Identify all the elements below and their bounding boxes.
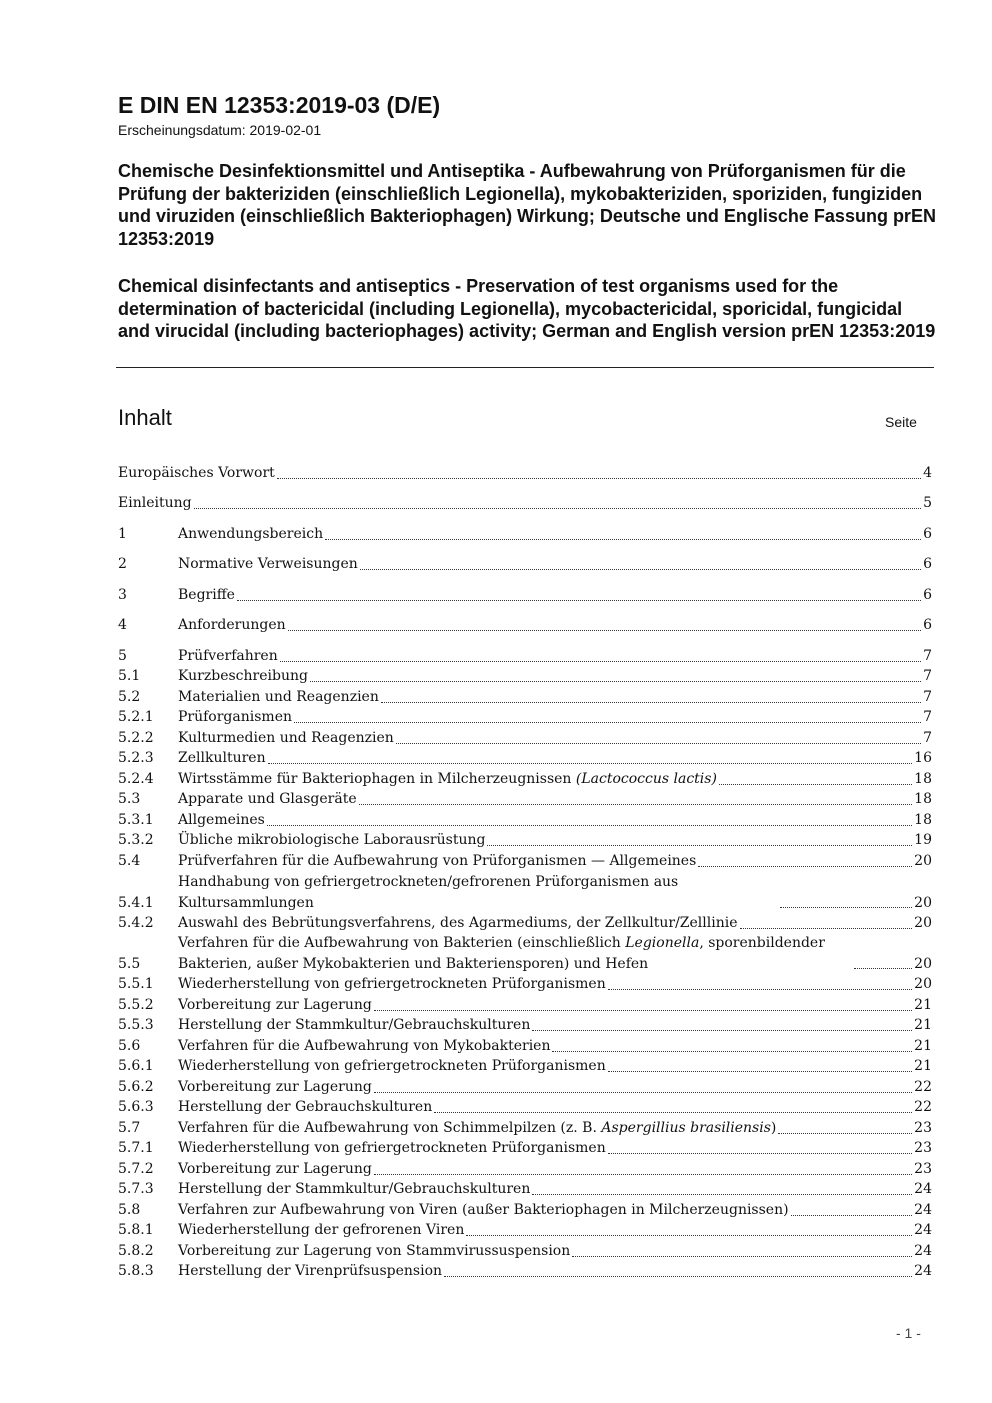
toc-entry-number: 5.4 bbox=[118, 853, 141, 869]
toc-entry-page: 6 bbox=[923, 526, 932, 542]
toc-entry[interactable] bbox=[118, 707, 932, 728]
toc-entry-number: 5.6.2 bbox=[118, 1079, 154, 1095]
toc-dot-leader bbox=[374, 1173, 912, 1175]
toc-entry-page: 7 bbox=[923, 689, 932, 705]
toc-entry-title-text: Verfahren für die Aufbewahrung von Mykobakterien bbox=[178, 1038, 551, 1054]
toc-entry-number: 5.7.1 bbox=[118, 1140, 154, 1156]
toc-entry-title-text: Europäisches Vorwort bbox=[118, 465, 275, 481]
toc-entry-number: 5.5.3 bbox=[118, 1017, 154, 1033]
toc-entry-page: 21 bbox=[914, 997, 932, 1013]
toc-entry-title-text: ) bbox=[770, 1120, 777, 1136]
toc-entry-title-text: Verfahren für die Aufbewahrung von Bakterien (einschließlich bbox=[178, 935, 626, 951]
toc-dot-leader bbox=[532, 1029, 912, 1031]
toc-entry-title-text: Materialien und Reagenzien bbox=[178, 689, 379, 705]
toc-entry-title-text: Handhabung von gefriergetrockneten/gefrorenen Prüforganismen aus Kultursammlungen bbox=[178, 874, 679, 911]
toc-entry-title-text: Zellkulturen bbox=[178, 750, 266, 766]
toc-entry[interactable] bbox=[118, 1077, 932, 1098]
toc-entry-page: 23 bbox=[914, 1120, 932, 1136]
toc-entry-title bbox=[178, 666, 308, 687]
toc-entry-number: 3 bbox=[118, 587, 127, 603]
toc-entry-number: 5.2.1 bbox=[118, 709, 154, 725]
toc-dot-leader bbox=[277, 477, 921, 479]
toc-dot-leader bbox=[294, 721, 921, 723]
toc-entry-title bbox=[178, 933, 852, 974]
toc-entry-number: 5.2.2 bbox=[118, 730, 154, 746]
toc-dot-leader bbox=[325, 538, 921, 540]
toc-entry[interactable] bbox=[118, 1241, 932, 1262]
toc-entry-page: 20 bbox=[914, 894, 932, 911]
toc-entry-title-text: Vorbereitung zur Lagerung bbox=[178, 1079, 372, 1095]
toc-entry-number: 5.1 bbox=[118, 668, 141, 684]
toc-dot-leader bbox=[396, 742, 921, 744]
toc-entry-number: 5.8.1 bbox=[118, 1222, 154, 1238]
toc-entry-title bbox=[178, 1179, 530, 1200]
toc-entry-title bbox=[178, 687, 379, 708]
toc-entry-title-text: Begriffe bbox=[178, 587, 235, 603]
toc-entry-title bbox=[178, 554, 358, 575]
toc-entry-title bbox=[178, 1261, 442, 1282]
toc-entry-title-text: Verfahren für die Aufbewahrung von Schimmelpilzen (z. B. bbox=[178, 1120, 602, 1136]
toc-dot-leader bbox=[381, 701, 921, 703]
toc-entry-title-italic: Aspergillius brasiliensis bbox=[601, 1120, 771, 1136]
toc-entry-title bbox=[178, 1220, 464, 1241]
toc-entry-page: 24 bbox=[914, 1181, 932, 1197]
toc-entry[interactable] bbox=[118, 933, 932, 974]
title-english: Chemical disinfectants and antiseptics - Preservation of test organisms used for the determination of bactericidal (including Legionella), mycobactericidal, sporicidal, fungicidal and virucidal (including bacteriophages) activity; German and English version prEN 12353:2019 bbox=[118, 276, 936, 342]
toc-entry-title-text: Wiederherstellung von gefriergetrockneten Prüforganismen bbox=[178, 1058, 606, 1074]
toc-entry-title-text: Kurzbeschreibung bbox=[178, 668, 308, 684]
toc-entry[interactable] bbox=[118, 1015, 932, 1036]
toc-entry-title bbox=[178, 1118, 776, 1139]
title-divider bbox=[116, 367, 934, 368]
toc-entry-number: 5.7.2 bbox=[118, 1161, 154, 1177]
toc-entry-number: 5.5 bbox=[118, 955, 141, 972]
toc-entry[interactable] bbox=[118, 554, 932, 575]
toc-entry-title bbox=[178, 830, 485, 851]
toc-dot-leader bbox=[237, 599, 921, 601]
toc-entry-number: 5.7.3 bbox=[118, 1181, 154, 1197]
toc-entry-title-text: Vorbereitung zur Lagerung bbox=[178, 997, 372, 1013]
toc-entry-title bbox=[178, 810, 265, 831]
toc-entry[interactable] bbox=[118, 728, 932, 749]
toc-entry-title-italic: Legionella bbox=[625, 935, 700, 951]
document-id: E DIN EN 12353:2019-03 (D/E) bbox=[118, 92, 441, 118]
toc-entry-page: 20 bbox=[914, 853, 932, 869]
toc-entry[interactable] bbox=[118, 585, 932, 606]
toc-dot-leader bbox=[359, 803, 913, 805]
toc-dot-leader bbox=[374, 1009, 912, 1011]
title-german: Chemische Desinfektionsmittel und Antiseptika - Aufbewahrung von Prüforganismen für die Prüfung der bakteriziden (einschließlich Legionella), mykobakteriziden, sporiziden, fungiziden und viruziden (einschließlich Bakteriophagen) Wirkung; Deutsche und Englische Fassung prEN 12353:2019 bbox=[118, 161, 936, 250]
toc-entry[interactable] bbox=[118, 615, 932, 636]
toc-entry-page: 7 bbox=[923, 709, 932, 725]
page-number: - 1 - bbox=[896, 1325, 921, 1341]
toc-entry[interactable] bbox=[118, 748, 932, 769]
toc-dot-leader bbox=[360, 568, 921, 570]
toc-entry-number: 5.5.1 bbox=[118, 976, 154, 992]
toc-dot-leader bbox=[487, 844, 912, 846]
toc-entry-title bbox=[178, 524, 323, 545]
toc-entry-title-text: Herstellung der Stammkultur/Gebrauchskulturen bbox=[178, 1181, 531, 1197]
toc-entry-page: 22 bbox=[914, 1079, 932, 1095]
toc-entry-title-text: Wiederherstellung der gefrorenen Viren bbox=[178, 1222, 465, 1238]
toc-entry-number: 2 bbox=[118, 556, 127, 572]
toc-entry-title bbox=[178, 646, 278, 667]
toc-entry-title bbox=[178, 1015, 530, 1036]
toc-entry-title bbox=[178, 707, 292, 728]
toc-entry[interactable] bbox=[118, 1200, 932, 1221]
toc-entry-number: 5.2.4 bbox=[118, 771, 154, 787]
toc-entry[interactable] bbox=[118, 789, 932, 810]
toc-entry[interactable] bbox=[118, 687, 932, 708]
toc-entry[interactable] bbox=[118, 995, 932, 1016]
toc-entry-title-text: Wiederherstellung von gefriergetrockneten Prüforganismen bbox=[178, 1140, 606, 1156]
toc-dot-leader bbox=[434, 1111, 912, 1113]
toc-dot-leader bbox=[608, 1070, 912, 1072]
toc-entry-number: 5.2 bbox=[118, 689, 141, 705]
toc-entry[interactable] bbox=[118, 524, 932, 545]
toc-entry-page: 24 bbox=[914, 1263, 932, 1279]
toc-entry-title-italic: (Lactococcus lactis) bbox=[571, 771, 717, 787]
toc-entry-page: 7 bbox=[923, 668, 932, 684]
toc-entry-page: 21 bbox=[914, 1017, 932, 1033]
toc-dot-leader bbox=[268, 762, 913, 764]
toc-entry-number: 5.6.1 bbox=[118, 1058, 154, 1074]
toc-entry-title bbox=[178, 1138, 606, 1159]
toc-entry[interactable] bbox=[118, 1036, 932, 1057]
toc-entry-page: 24 bbox=[914, 1202, 932, 1218]
toc-entry-title bbox=[178, 728, 394, 749]
toc-entry-page: 21 bbox=[914, 1058, 932, 1074]
toc-dot-leader bbox=[280, 660, 921, 662]
toc-entry-page: 20 bbox=[914, 976, 932, 992]
toc-entry[interactable] bbox=[118, 1097, 932, 1118]
toc-entry[interactable] bbox=[118, 872, 932, 913]
toc-entry-number: 5.8 bbox=[118, 1202, 141, 1218]
toc-entry-page: 21 bbox=[914, 1038, 932, 1054]
toc-entry-title bbox=[178, 1077, 372, 1098]
toc-entry-page: 6 bbox=[923, 617, 932, 633]
toc-entry-number: 5.6.3 bbox=[118, 1099, 154, 1115]
toc-entry-title bbox=[118, 463, 275, 484]
toc-entry-title-text: Prüfverfahren für die Aufbewahrung von Prüforganismen — Allgemeines bbox=[178, 853, 697, 869]
toc-dot-leader bbox=[780, 906, 912, 908]
toc-entry-title bbox=[118, 493, 192, 514]
toc-entry-page: 4 bbox=[923, 465, 932, 481]
toc-entry-page: 7 bbox=[923, 648, 932, 664]
toc-dot-leader bbox=[719, 783, 912, 785]
toc-entry-page: 24 bbox=[914, 1222, 932, 1238]
toc-entry[interactable] bbox=[118, 1179, 932, 1200]
publication-date: Erscheinungsdatum: 2019-02-01 bbox=[118, 122, 322, 138]
toc-entry-title bbox=[178, 1036, 550, 1057]
toc-page-label: Seite bbox=[885, 414, 917, 430]
toc-entry[interactable] bbox=[118, 769, 932, 790]
toc-dot-leader bbox=[778, 1132, 912, 1134]
toc-dot-leader bbox=[288, 629, 921, 631]
toc-entry[interactable] bbox=[118, 1220, 932, 1241]
toc-dot-leader bbox=[532, 1193, 912, 1195]
toc-entry-title bbox=[178, 995, 372, 1016]
toc-entry-title bbox=[178, 851, 696, 872]
toc-entry[interactable] bbox=[118, 1159, 932, 1180]
toc-entry-title bbox=[178, 1056, 606, 1077]
toc-entry-title-text: Einleitung bbox=[118, 495, 192, 511]
toc-entry-title-text: Herstellung der Stammkultur/Gebrauchskulturen bbox=[178, 1017, 531, 1033]
toc-entry-number: 5 bbox=[118, 648, 127, 664]
toc-entry-page: 5 bbox=[923, 495, 932, 511]
toc-entry-title bbox=[178, 585, 235, 606]
toc-entry-number: 5.8.2 bbox=[118, 1243, 154, 1259]
toc-entry[interactable] bbox=[118, 810, 932, 831]
toc-entry-title-text: Anwendungsbereich bbox=[178, 526, 324, 542]
toc-entry[interactable] bbox=[118, 1118, 932, 1139]
toc-entry-number: 5.4.1 bbox=[118, 894, 154, 911]
toc-dot-leader bbox=[791, 1214, 913, 1216]
toc-entry-page: 7 bbox=[923, 730, 932, 746]
toc-entry-page: 18 bbox=[914, 791, 932, 807]
toc-entry-number: 5.8.3 bbox=[118, 1263, 154, 1279]
toc-entry-title bbox=[178, 974, 606, 995]
toc-entry[interactable] bbox=[118, 646, 932, 667]
toc-entry[interactable] bbox=[118, 666, 932, 687]
toc-entry[interactable] bbox=[118, 913, 932, 934]
toc-entry-title-text: Herstellung der Gebrauchskulturen bbox=[178, 1099, 433, 1115]
toc-dot-leader bbox=[740, 927, 913, 929]
toc-entry-title-text: Kulturmedien und Reagenzien bbox=[178, 730, 394, 746]
toc-entry[interactable] bbox=[118, 1138, 932, 1159]
toc-dot-leader bbox=[466, 1234, 912, 1236]
toc-entry-page: 23 bbox=[914, 1161, 932, 1177]
toc-dot-leader bbox=[572, 1255, 912, 1257]
toc-dot-leader bbox=[374, 1091, 912, 1093]
toc-entry-title bbox=[178, 872, 778, 913]
toc-entry-page: 22 bbox=[914, 1099, 932, 1115]
toc-entry-page: 20 bbox=[914, 955, 932, 972]
toc-entry-number: 5.3.2 bbox=[118, 832, 154, 848]
toc-entry-title bbox=[178, 615, 286, 636]
toc-entry-page: 19 bbox=[914, 832, 932, 848]
toc-entry[interactable] bbox=[118, 830, 932, 851]
toc-entry-title bbox=[178, 1097, 432, 1118]
toc-entry-title-text: Verfahren zur Aufbewahrung von Viren (außer Bakteriophagen in Milcherzeugnissen) bbox=[178, 1202, 789, 1218]
toc-entry-title-text: Prüfverfahren bbox=[178, 648, 278, 664]
toc-entry-number: 5.7 bbox=[118, 1120, 141, 1136]
toc-entry[interactable] bbox=[118, 493, 932, 514]
toc-entry-title-text: Normative Verweisungen bbox=[178, 556, 358, 572]
toc-entry-title bbox=[178, 789, 357, 810]
toc-entry-title-text: Apparate und Glasgeräte bbox=[178, 791, 357, 807]
toc-entry-title-text: Allgemeines bbox=[178, 812, 265, 828]
toc-entry-number: 5.2.3 bbox=[118, 750, 154, 766]
toc-entry-number: 4 bbox=[118, 617, 127, 633]
toc-entry-number: 5.4.2 bbox=[118, 915, 154, 931]
toc-entry[interactable] bbox=[118, 463, 932, 484]
toc-entry-page: 20 bbox=[914, 915, 932, 931]
toc-entry-title-text: Wiederherstellung von gefriergetrockneten Prüforganismen bbox=[178, 976, 606, 992]
toc-dot-leader bbox=[444, 1275, 912, 1277]
toc-dot-leader bbox=[608, 988, 912, 990]
toc-entry-number: 1 bbox=[118, 526, 127, 542]
toc-entry-page: 18 bbox=[914, 771, 932, 787]
toc-entry[interactable] bbox=[118, 974, 932, 995]
toc-entry-page: 24 bbox=[914, 1243, 932, 1259]
toc-entry-page: 18 bbox=[914, 812, 932, 828]
toc-entry-title-text: , sporenbildender Bakterien, außer Mykobakterien und Bakteriensporen) und Hefen bbox=[178, 935, 825, 972]
toc-entry[interactable] bbox=[118, 1056, 932, 1077]
toc-entry-page: 6 bbox=[923, 587, 932, 603]
toc-entry-page: 16 bbox=[914, 750, 932, 766]
toc-entry-title bbox=[178, 1159, 372, 1180]
toc-entry[interactable] bbox=[118, 851, 932, 872]
toc-entry-title-text: Vorbereitung zur Lagerung von Stammvirussuspension bbox=[178, 1243, 571, 1259]
toc-heading: Inhalt bbox=[118, 405, 172, 430]
toc-entry-title bbox=[178, 913, 738, 934]
toc-entry-title-text: Wirtsstämme für Bakteriophagen in Milcherzeugnissen bbox=[178, 771, 572, 787]
toc-dot-leader bbox=[194, 507, 922, 509]
toc-entry-title bbox=[178, 769, 717, 790]
toc-dot-leader bbox=[552, 1050, 912, 1052]
toc-entry-title bbox=[178, 1241, 570, 1262]
toc-entry-title-text: Auswahl des Bebrütungsverfahrens, des Agarmediums, der Zellkultur/Zelllinie bbox=[178, 915, 738, 931]
toc-dot-leader bbox=[698, 865, 912, 867]
toc-entry-page: 23 bbox=[914, 1140, 932, 1156]
toc-entry-number: 5.3.1 bbox=[118, 812, 154, 828]
toc-entry-title bbox=[178, 748, 266, 769]
toc-entry-number: 5.3 bbox=[118, 791, 141, 807]
toc-entry-page: 6 bbox=[923, 556, 932, 572]
toc-entry-title-text: Prüforganismen bbox=[178, 709, 292, 725]
toc-entry-title-text: Herstellung der Virenprüfsuspension bbox=[178, 1263, 443, 1279]
toc-entry-number: 5.5.2 bbox=[118, 997, 154, 1013]
toc-entry-title-text: Vorbereitung zur Lagerung bbox=[178, 1161, 372, 1177]
toc-dot-leader bbox=[854, 967, 912, 969]
toc-entry-title bbox=[178, 1200, 789, 1221]
toc-entry-title-text: Anforderungen bbox=[178, 617, 286, 633]
toc-dot-leader bbox=[608, 1152, 912, 1154]
toc-dot-leader bbox=[310, 680, 921, 682]
toc-entry[interactable] bbox=[118, 1261, 932, 1282]
toc-dot-leader bbox=[267, 824, 912, 826]
toc-entry-title-text: Übliche mikrobiologische Laborausrüstung bbox=[178, 832, 486, 848]
toc-entry-number: 5.6 bbox=[118, 1038, 141, 1054]
